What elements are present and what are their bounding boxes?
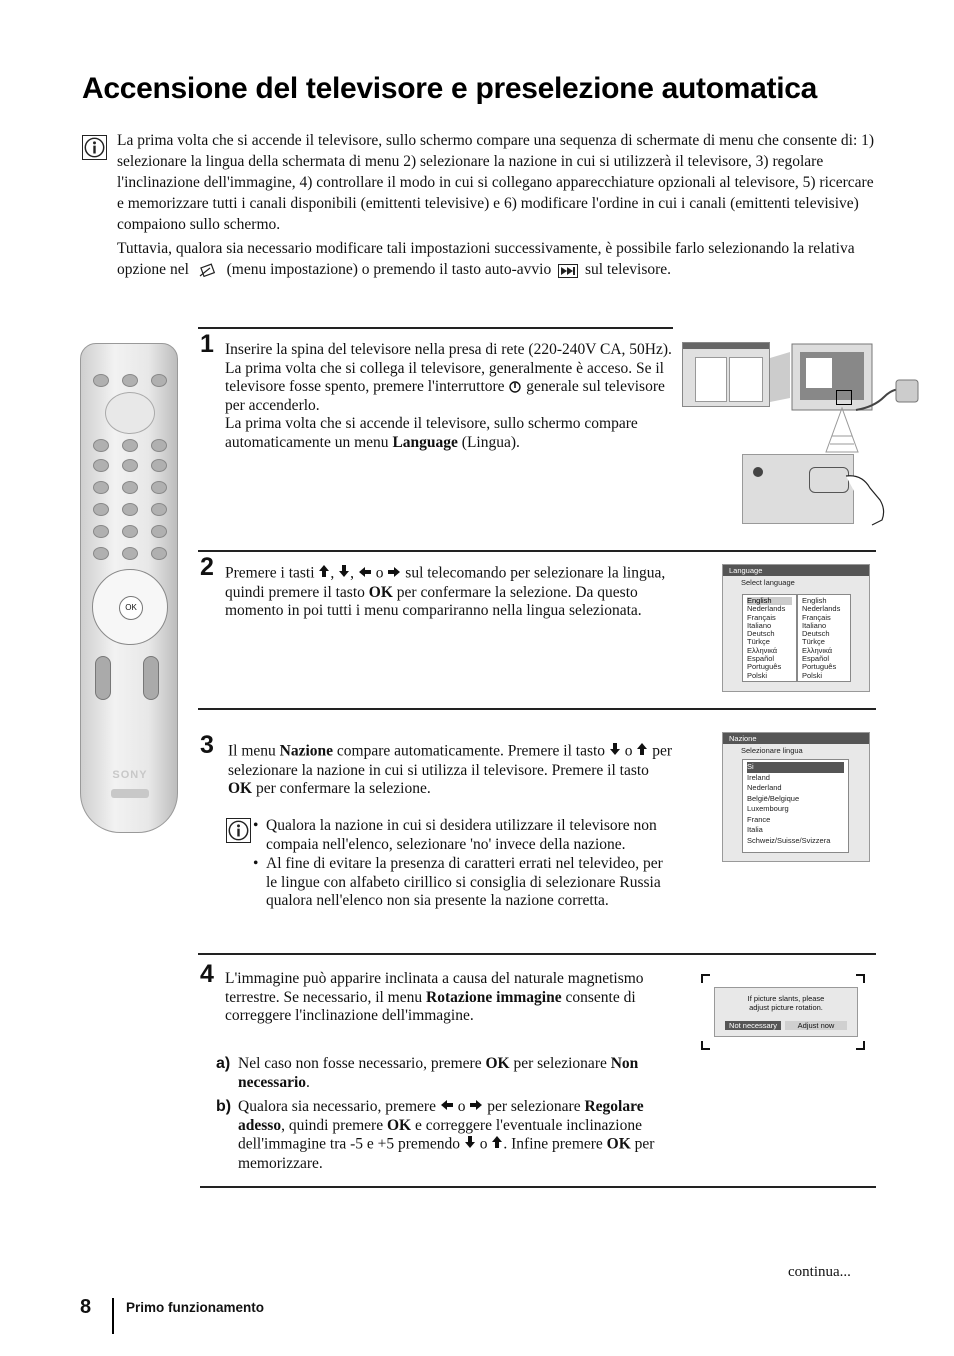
section-label: Primo funzionamento [126,1300,264,1315]
step-1-line-2: La prima volta che si collega il televisore, generalmente è acceso. Se il televisore fosse spento, premere l'interruttore generale sul televisore per accenderlo. [225,359,665,414]
adjust-now-option: Adjust now [785,1021,847,1030]
step-3-text: Il menu Nazione compare automaticamente. Premere il tasto o per selezionare la nazione in cui si utilizza il televisore. Premere il tasto OK per confermare la selezione. [228,742,673,797]
menu-list-item: Si [747,762,844,773]
language-menu-screenshot: Language Select language English Nederlands Français Italiano Deutsch Türkçe Ελληνικά Español Português Polski English Nederlands Français Italiano Deutsch Türkçe Ελληνικά Español Português Polski [722,564,870,692]
page-number: 8 [80,1296,92,1318]
language-list-right [797,594,851,682]
menu-list-item: België/Belgique [747,793,800,803]
step-1-text [225,341,673,452]
arrow-down-icon [464,1135,476,1155]
arrow-left-icon [440,1098,454,1117]
menu-list-item: Français [802,612,831,622]
step-3-number: 3 [200,731,214,759]
note-bullet: • Al fine di evitare la presenza di caratteri errati nel televideo, per le lingue con alfabeto cirillico si consiglia di selezionare Russia qualora nell'elenco non sia presente la nazione corretta. [253,855,663,909]
menu-list-item: Italiano [802,620,827,630]
step-2-text: Premere i tasti , , o sul telecomando per selezionare la lingua, quindi premere il tasto OK per confermare la selezione. Da questo momento in poi tutti i menu compariranno nella lingua selezionata. [225,564,666,619]
not-necessary-option: Not necessary [725,1021,781,1030]
menu-list-item: English [802,596,827,605]
arrow-up-icon [636,742,648,762]
arrow-down-icon [609,742,621,762]
menu-list-item: Deutsch [802,629,830,639]
menu-list-item: Deutsch [747,629,775,639]
step-1-rule [198,327,673,329]
footer-divider [112,1298,114,1334]
page-title: Accensione del televisore e preselezione automatica [82,72,818,105]
menu-list-item: Ελληνικά [802,645,833,655]
power-icon [508,380,522,394]
continue-label: continua... [788,1264,851,1280]
menu-list-item: Luxembourg [747,804,789,813]
menu-list-item: Türkçe [802,637,825,647]
menu-list-item: Nederlands [802,604,841,614]
brand-logo: SONY [112,769,148,781]
menu-list-item: Français [747,612,776,622]
menu-list-item: Türkçe [747,637,770,647]
remote-control-illustration [80,343,178,833]
arrow-up-icon [491,1135,503,1155]
menu-list-item: Nederlands [747,604,786,614]
nazione-menu-screenshot: Nazione Selezionare lingua Si Ireland Nederland België/Belgique Luxembourg France Italia Schweiz/Suisse/Svizzera [722,732,870,862]
menu-list-item: Italiano [747,620,772,630]
intro-text-c: sul televisore. [584,261,672,278]
arrow-up-icon [318,564,330,584]
step-1-line-1: Inserire la spina del televisore nella presa di rete (220-240V CA, 50Hz). [225,341,672,358]
menu-list-item: Español [802,654,830,664]
rotation-message-line-2: adjust picture rotation. [749,1003,823,1012]
ok-button: OK [119,596,143,620]
intro-text [117,130,877,283]
rotation-message-line-1: If picture slants, please [747,994,825,1003]
tv-setup-illustration [682,340,922,530]
menu-list-item: Italia [747,825,763,834]
note-bullet: • Qualora la nazione in cui si desidera utilizzare il televisore non compaia nell'elenco, selezionare 'no' invece della nazione. [253,817,657,853]
language-list-left [742,594,797,682]
step-2-rule [198,550,876,552]
country-list [742,759,849,853]
step-4-end-rule [200,1186,876,1188]
intro-text-b: (menu impostazione) o premendo il tasto auto-avvio [226,261,552,278]
step-3-rule [198,708,876,710]
step-1-line-3: La prima volta che si accende il televisore, sullo schermo compare automaticamente un menu Language (Lingua). [225,415,638,451]
step-2-number: 2 [200,553,214,581]
intro-paragraph-1: La prima volta che si accende il televisore, sullo schermo compare una sequenza di schermate di menu che consente di: 1) selezionare la lingua della schermata di menu 2) selezionare la nazione in cui si utilizzerà il televisore, 3) regolare l'inclinazione dell'immagine, 4) controllare il modo in cui si collegano apparecchiature opzionali al televisore, 5) ricercare e memorizzare tutti i canali disponibili (emittenti televisive) e 6) modificare l'ordine in cui i canali (emittenti televisive) compaiono sullo schermo. [117,132,875,233]
step-4-option-a: a) Nel caso non fosse necessario, premere OK per selezionare Non necessario. [216,1055,639,1091]
arrow-right-icon [469,1098,483,1117]
info-icon [82,135,107,160]
step-4-rule [198,953,876,955]
menu-list-item: Polski [802,670,823,680]
dpad [92,569,168,645]
rotation-menu-screenshot [700,973,866,1051]
arrow-right-icon [387,565,401,584]
menu-list-item: Ireland [747,772,770,782]
menu-list-item: Ελληνικά [747,645,778,655]
arrow-down-icon [338,564,350,584]
arrow-left-icon [358,565,372,584]
menu-list-item: English [747,597,792,605]
menu-list-item: France [747,814,771,824]
menu-list-item: Polski [747,670,768,680]
intro-text-a: Tuttavia, qualora sia necessario modificare tali impostazioni successivamente, è possibile farlo selezionando la relativa opzione nel [117,240,855,278]
menu-list-item: Español [747,654,775,664]
menu-list-item: Português [747,662,782,672]
step-4-number: 4 [200,960,214,988]
menu-list-item: Português [802,662,837,672]
menu-list-item: Nederland [747,783,782,792]
step-4-option-b: b) Qualora sia necessario, premere o per selezionare Regolare adesso, quindi premere OK e correggere l'eventuale inclinazione dell'immagine tra -5 e +5 premendo o . Infine premere OK per memorizzare. [216,1098,655,1172]
intro-paragraph-2 [117,238,877,280]
menu-list-item: Schweiz/Suisse/Svizzera [747,835,831,845]
auto-start-button-icon [558,263,578,277]
info-icon [226,818,251,843]
step-1-number: 1 [200,330,214,358]
step-4-text: L'immagine può apparire inclinata a causa del naturale magnetismo terrestre. Se necessario, il menu Rotazione immagine consente di correggere l'inclinazione dell'immagine. [225,970,644,1024]
step-3-notes [253,817,673,911]
setup-menu-icon [197,262,219,278]
